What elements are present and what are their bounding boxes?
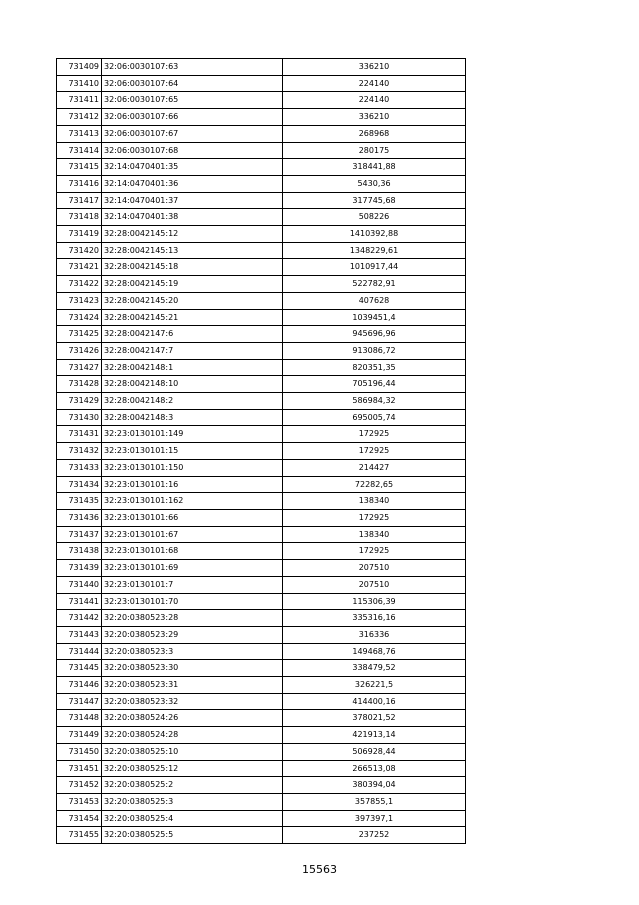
cadastral-number-cell: 32:20:0380523:31 [102,677,283,694]
table-row [57,226,466,243]
table-row [57,209,466,226]
table-row [57,309,466,326]
row-id-cell: 731430 [57,409,102,426]
table-row [57,259,466,276]
row-id-cell: 731414 [57,142,102,159]
value-cell: 1039451,4 [283,309,466,326]
row-id-cell: 731442 [57,610,102,627]
value-cell: 172925 [283,509,466,526]
cadastral-number-cell: 32:23:0130101:7 [102,576,283,593]
value-cell: 506928,44 [283,743,466,760]
row-id-cell: 731454 [57,810,102,827]
table-row [57,660,466,677]
value-cell: 280175 [283,142,466,159]
table-row [57,109,466,126]
row-id-cell: 731446 [57,677,102,694]
table-row [57,793,466,810]
table-row [57,426,466,443]
row-id-cell: 731452 [57,777,102,794]
value-cell: 378021,52 [283,710,466,727]
table-row [57,393,466,410]
cadastral-number-cell: 32:28:0042145:21 [102,309,283,326]
value-cell: 326221,5 [283,677,466,694]
cadastral-number-cell: 32:20:0380525:12 [102,760,283,777]
cadastral-number-cell: 32:20:0380523:28 [102,610,283,627]
value-cell: 705196,44 [283,376,466,393]
cadastral-number-cell: 32:28:0042148:10 [102,376,283,393]
value-cell: 357855,1 [283,793,466,810]
value-cell: 1010917,44 [283,259,466,276]
row-id-cell: 731420 [57,242,102,259]
row-id-cell: 731418 [57,209,102,226]
table-row [57,526,466,543]
row-id-cell: 731449 [57,727,102,744]
row-id-cell: 731428 [57,376,102,393]
table-row [57,409,466,426]
table-row [57,142,466,159]
value-cell: 268968 [283,125,466,142]
cadastral-number-cell: 32:20:0380525:4 [102,810,283,827]
cadastral-number-cell: 32:28:0042147:7 [102,342,283,359]
cadastral-number-cell: 32:14:0470401:35 [102,159,283,176]
row-id-cell: 731416 [57,175,102,192]
row-id-cell: 731445 [57,660,102,677]
value-cell: 207510 [283,560,466,577]
cadastral-number-cell: 32:23:0130101:66 [102,509,283,526]
row-id-cell: 731436 [57,509,102,526]
table-row [57,827,466,844]
cadastral-number-cell: 32:28:0042148:2 [102,393,283,410]
value-cell: 380394,04 [283,777,466,794]
table-row [57,693,466,710]
table-row [57,359,466,376]
cadastral-number-cell: 32:23:0130101:68 [102,543,283,560]
row-id-cell: 731412 [57,109,102,126]
table-row [57,593,466,610]
table-row [57,443,466,460]
value-cell: 414400,16 [283,693,466,710]
cadastral-number-cell: 32:14:0470401:36 [102,175,283,192]
table-row [57,543,466,560]
value-cell: 336210 [283,109,466,126]
value-cell: 214427 [283,459,466,476]
cadastral-number-cell: 32:23:0130101:150 [102,459,283,476]
value-cell: 586984,32 [283,393,466,410]
value-cell: 318441,88 [283,159,466,176]
table-row [57,175,466,192]
value-cell: 316336 [283,626,466,643]
cadastral-number-cell: 32:14:0470401:37 [102,192,283,209]
cadastral-number-cell: 32:06:0030107:65 [102,92,283,109]
table-row [57,476,466,493]
row-id-cell: 731429 [57,393,102,410]
table-row [57,292,466,309]
cadastral-number-cell: 32:20:0380523:3 [102,643,283,660]
value-cell: 421913,14 [283,727,466,744]
row-id-cell: 731424 [57,309,102,326]
value-cell: 407628 [283,292,466,309]
row-id-cell: 731415 [57,159,102,176]
cadastral-number-cell: 32:23:0130101:162 [102,493,283,510]
table-row [57,326,466,343]
cadastral-number-cell: 32:20:0380525:2 [102,777,283,794]
cadastral-number-cell: 32:23:0130101:15 [102,443,283,460]
row-id-cell: 731427 [57,359,102,376]
table-row [57,610,466,627]
row-id-cell: 731451 [57,760,102,777]
row-id-cell: 731421 [57,259,102,276]
row-id-cell: 731440 [57,576,102,593]
row-id-cell: 731437 [57,526,102,543]
value-cell: 115306,39 [283,593,466,610]
value-cell: 522782,91 [283,276,466,293]
value-cell: 172925 [283,543,466,560]
table-row [57,560,466,577]
row-id-cell: 731432 [57,443,102,460]
row-id-cell: 731438 [57,543,102,560]
cadastral-number-cell: 32:06:0030107:63 [102,59,283,76]
table-row [57,760,466,777]
table-row [57,459,466,476]
table-row [57,727,466,744]
cadastral-number-cell: 32:20:0380524:26 [102,710,283,727]
row-id-cell: 731419 [57,226,102,243]
value-cell: 172925 [283,426,466,443]
cadastral-number-cell: 32:23:0130101:67 [102,526,283,543]
row-id-cell: 731413 [57,125,102,142]
table-row [57,75,466,92]
table-row [57,242,466,259]
value-cell: 317745,68 [283,192,466,209]
value-cell: 138340 [283,493,466,510]
row-id-cell: 731422 [57,276,102,293]
value-cell: 224140 [283,75,466,92]
value-cell: 1410392,88 [283,226,466,243]
cadastral-number-cell: 32:28:0042148:1 [102,359,283,376]
table-row [57,192,466,209]
table-row [57,626,466,643]
table-row [57,59,466,76]
value-cell: 72282,65 [283,476,466,493]
table-row [57,493,466,510]
row-id-cell: 731431 [57,426,102,443]
value-cell: 397397,1 [283,810,466,827]
table-row [57,376,466,393]
cadastral-number-cell: 32:23:0130101:149 [102,426,283,443]
table-row [57,677,466,694]
table-row [57,509,466,526]
table-row [57,125,466,142]
row-id-cell: 731444 [57,643,102,660]
cadastral-number-cell: 32:20:0380523:32 [102,693,283,710]
value-cell: 945696,96 [283,326,466,343]
value-cell: 695005,74 [283,409,466,426]
row-id-cell: 731450 [57,743,102,760]
table-row [57,159,466,176]
row-id-cell: 731426 [57,342,102,359]
row-id-cell: 731441 [57,593,102,610]
cadastral-number-cell: 32:28:0042145:18 [102,259,283,276]
value-cell: 335316,16 [283,610,466,627]
value-cell: 5430,36 [283,175,466,192]
cadastral-number-cell: 32:28:0042145:13 [102,242,283,259]
table-row [57,276,466,293]
row-id-cell: 731433 [57,459,102,476]
row-id-cell: 731423 [57,292,102,309]
cadastral-number-cell: 32:20:0380523:30 [102,660,283,677]
value-cell: 138340 [283,526,466,543]
cadastral-number-cell: 32:14:0470401:38 [102,209,283,226]
table-body [57,59,466,844]
cadastral-number-cell: 32:20:0380525:5 [102,827,283,844]
value-cell: 338479,52 [283,660,466,677]
value-cell: 1348229,61 [283,242,466,259]
row-id-cell: 731439 [57,560,102,577]
row-id-cell: 731434 [57,476,102,493]
cadastral-number-cell: 32:28:0042148:3 [102,409,283,426]
cadastral-number-cell: 32:06:0030107:68 [102,142,283,159]
row-id-cell: 731455 [57,827,102,844]
cadastral-number-cell: 32:28:0042145:20 [102,292,283,309]
cadastral-number-cell: 32:20:0380523:29 [102,626,283,643]
row-id-cell: 731447 [57,693,102,710]
table-row [57,710,466,727]
value-cell: 172925 [283,443,466,460]
table-row [57,576,466,593]
cadastral-number-cell: 32:06:0030107:67 [102,125,283,142]
value-cell: 508226 [283,209,466,226]
cadastral-number-cell: 32:06:0030107:66 [102,109,283,126]
cadastral-number-cell: 32:28:0042147:6 [102,326,283,343]
value-cell: 207510 [283,576,466,593]
cadastral-number-cell: 32:28:0042145:12 [102,226,283,243]
value-cell: 149468,76 [283,643,466,660]
value-cell: 913086,72 [283,342,466,359]
cadastral-number-cell: 32:23:0130101:16 [102,476,283,493]
page-number: 15563 [302,863,337,876]
cadastral-number-cell: 32:28:0042145:19 [102,276,283,293]
row-id-cell: 731443 [57,626,102,643]
row-id-cell: 731410 [57,75,102,92]
row-id-cell: 731411 [57,92,102,109]
value-cell: 266513,08 [283,760,466,777]
row-id-cell: 731435 [57,493,102,510]
cadastral-number-cell: 32:23:0130101:70 [102,593,283,610]
table-row [57,810,466,827]
value-cell: 336210 [283,59,466,76]
cadastral-number-cell: 32:06:0030107:64 [102,75,283,92]
row-id-cell: 731409 [57,59,102,76]
row-id-cell: 731425 [57,326,102,343]
cadastral-number-cell: 32:23:0130101:69 [102,560,283,577]
table-row [57,342,466,359]
table-row [57,777,466,794]
row-id-cell: 731448 [57,710,102,727]
table-row [57,92,466,109]
value-cell: 237252 [283,827,466,844]
cadastral-number-cell: 32:20:0380525:10 [102,743,283,760]
cadastral-number-cell: 32:20:0380524:28 [102,727,283,744]
value-cell: 820351,35 [283,359,466,376]
cadastral-value-table [56,58,466,844]
table-row [57,643,466,660]
row-id-cell: 731453 [57,793,102,810]
value-cell: 224140 [283,92,466,109]
cadastral-number-cell: 32:20:0380525:3 [102,793,283,810]
table-row [57,743,466,760]
row-id-cell: 731417 [57,192,102,209]
